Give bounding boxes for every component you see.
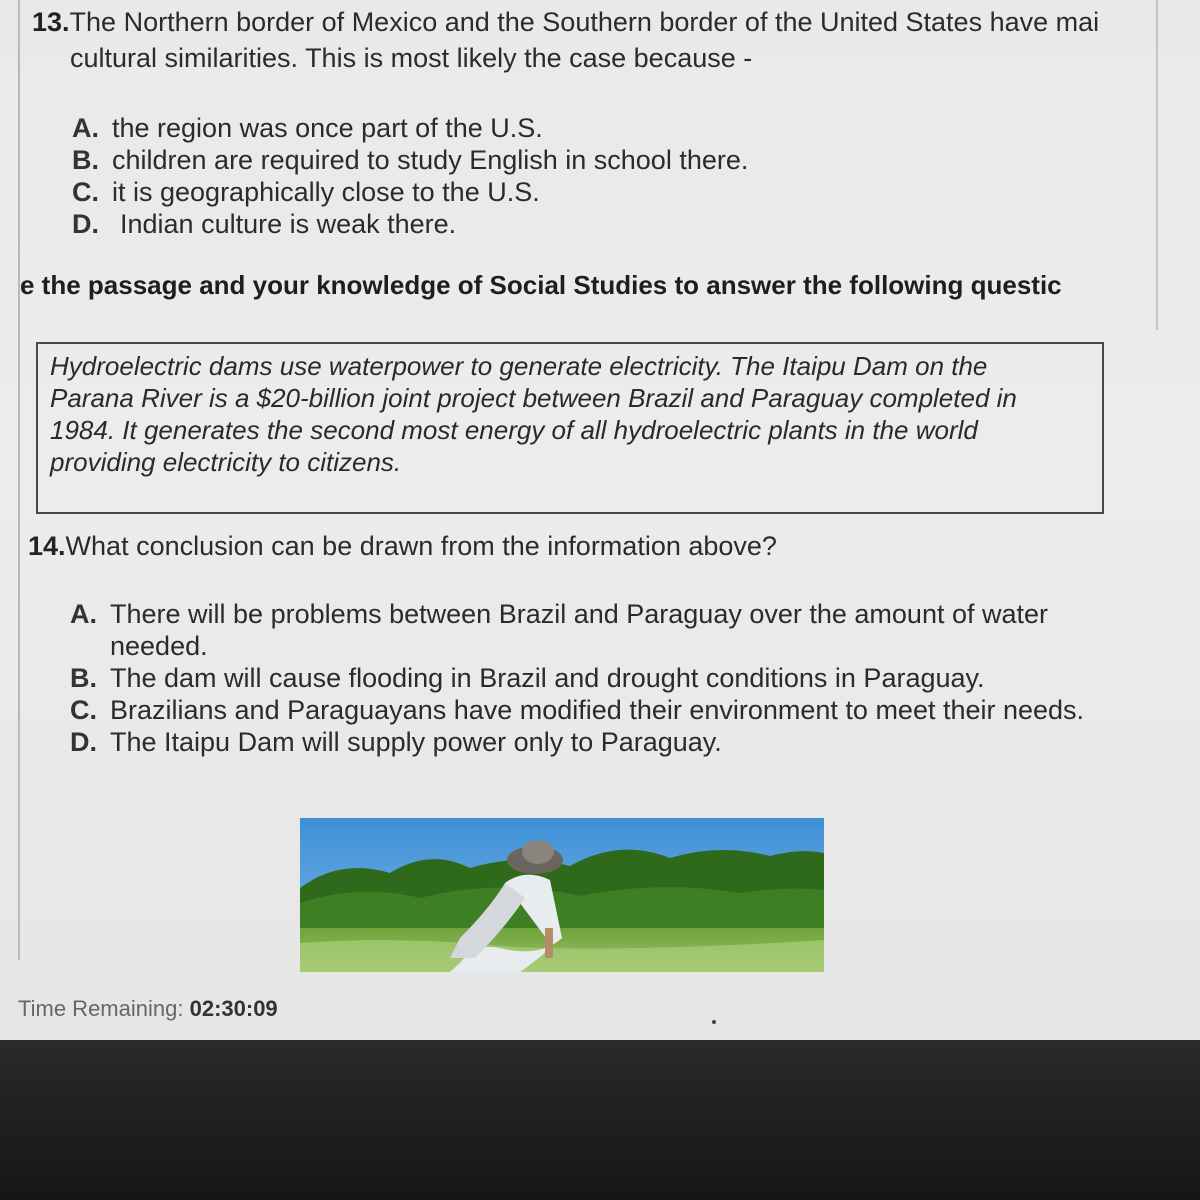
choice-text: the region was once part of the U.S.	[112, 113, 543, 143]
passage-line: Parana River is a $20-billion joint project between Brazil and Paraguay completed in	[50, 383, 1017, 413]
answer-choice-13c[interactable]	[72, 176, 748, 208]
choice-letter: B.	[72, 145, 99, 175]
answer-choice-14d[interactable]	[70, 726, 1084, 758]
choice-text: The Itaipu Dam will supply power only to Paraguay.	[110, 727, 722, 757]
choice-text-line1: There will be problems between Brazil and Paraguay over the amount of water	[110, 599, 1048, 629]
choice-letter: A.	[72, 113, 99, 143]
question-13-line2: cultural similarities. This is most likely the case because -	[70, 43, 753, 73]
question-13-number: 13.	[32, 7, 70, 37]
choice-letter: D.	[70, 727, 97, 757]
passage-instruction: e the passage and your knowledge of Social Studies to answer the following questic	[20, 270, 1062, 300]
passage-line: providing electricity to citizens.	[50, 447, 402, 477]
choice-text: Indian culture is weak there.	[120, 209, 457, 239]
passage-box	[36, 342, 1104, 514]
time-remaining	[18, 996, 278, 1022]
choice-text: it is geographically close to the U.S.	[112, 177, 540, 207]
choice-text	[110, 598, 1048, 662]
answer-choice-14a[interactable]	[70, 598, 1084, 662]
question-14-text: What conclusion can be drawn from the information above?	[65, 531, 777, 561]
timer-label: Time Remaining:	[18, 996, 184, 1021]
choice-letter: D.	[72, 209, 99, 239]
left-divider	[18, 0, 20, 960]
timer-value: 02:30:09	[189, 996, 278, 1021]
choice-text-line2: needed.	[110, 631, 208, 661]
passage-text	[50, 350, 1100, 478]
passage-line: 1984. It generates the second most energy of all hydroelectric plants in the world	[50, 415, 978, 445]
right-divider	[1156, 0, 1158, 330]
cursor-dot	[712, 1020, 716, 1024]
passage-line: Hydroelectric dams use waterpower to generate electricity. The Itaipu Dam on the	[50, 351, 988, 381]
choice-letter: C.	[70, 695, 97, 725]
question-14-choices	[70, 598, 1084, 758]
question-13-stem	[32, 6, 1156, 39]
choice-text: The dam will cause flooding in Brazil and drought conditions in Paraguay.	[110, 663, 985, 693]
choice-text: Brazilians and Paraguayans have modified their environment to meet their needs.	[110, 695, 1085, 725]
question-13-line1: The Northern border of Mexico and the Southern border of the United States have mai	[69, 7, 1100, 37]
landscape-photo	[300, 818, 824, 972]
answer-choice-14b[interactable]	[70, 662, 1084, 694]
choice-letter: A.	[70, 599, 97, 629]
question-14-stem	[28, 530, 777, 563]
choice-letter: B.	[70, 663, 97, 693]
question-14-number: 14.	[28, 531, 66, 561]
answer-choice-14c[interactable]	[70, 694, 1084, 726]
choice-text: children are required to study English in school there.	[112, 145, 749, 175]
question-13-choices	[72, 112, 748, 240]
monitor-bezel	[0, 1040, 1200, 1200]
answer-choice-13b[interactable]	[72, 144, 748, 176]
choice-letter: C.	[72, 177, 99, 207]
answer-choice-13d[interactable]	[72, 208, 748, 240]
answer-choice-13a[interactable]	[72, 112, 748, 144]
